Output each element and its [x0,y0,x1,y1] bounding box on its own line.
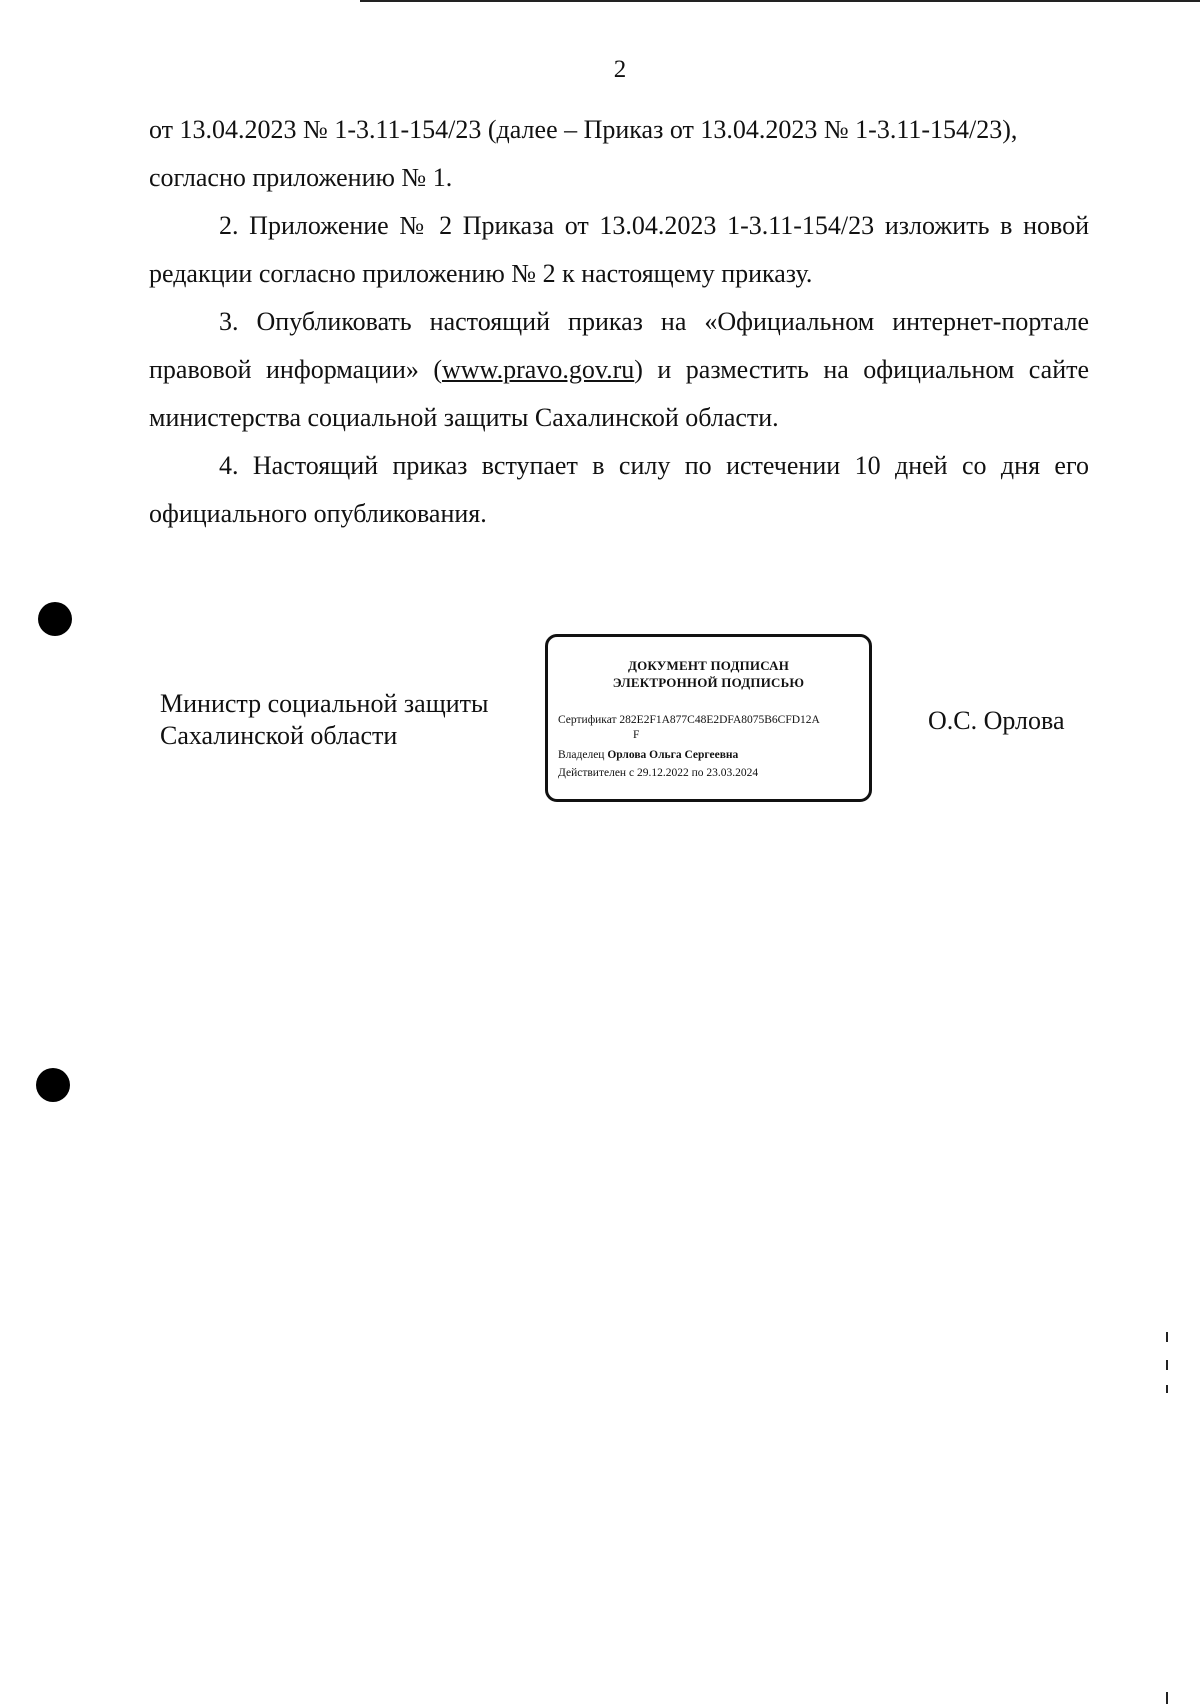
stamp-owner-value: Орлова Ольга Сергеевна [607,749,739,761]
paragraph-3-text-start: 3. Опубликовать настоящий приказ на «Официальном интернет-портале правовой информации» ( [149,307,1089,384]
stamp-heading-line-2: ЭЛЕКТРОННОЙ ПОДПИСЬЮ [612,675,805,690]
stamp-validity: Действителен с 29.12.2022 по 23.03.2024 [558,767,759,779]
paragraph-4: 4. Настоящий приказ вступает в силу по истечении 10 дней со дня его официального опубликования. [149,451,1089,528]
top-edge-rule [360,0,1200,2]
pravo-portal-link[interactable]: www.pravo.gov.ru [441,355,635,384]
stamp-heading [548,657,869,691]
paragraph-1-line-1: от 13.04.2023 № 1-3.11-154/23 (далее – Приказ от 13.04.2023 № 1-3.11-154/23), [149,115,1018,144]
paragraph-1-line-2: согласно приложению № 1. [149,163,453,192]
binder-hole-mark [36,1068,70,1102]
page-number: 2 [613,56,627,83]
scan-artifact-mark [1166,1385,1168,1393]
signer-position [160,688,488,752]
scan-artifact-mark [1166,1360,1168,1370]
paragraph-3 [149,298,1089,442]
stamp-certificate-label: Сертификат [558,714,617,726]
signer-position-line-1: Министр социальной защиты [160,689,489,718]
paragraph-2: 2. Приложение № 2 Приказа от 13.04.2023 1-3.11-154/23 изложить в новой редакции согласно приложению № 2 к настоящему приказу. [149,211,1089,288]
electronic-signature-stamp [545,634,872,802]
signer-position-line-2: Сахалинской области [160,721,398,750]
paragraph-3-text-end: ) и разместить на официальном сайте министерства социальной защиты Сахалинской области. [149,355,1090,432]
stamp-heading-line-1: ДОКУМЕНТ ПОДПИСАН [627,658,790,673]
stamp-owner-label: Владелец [558,749,605,761]
stamp-certificate-value-cont: F [633,729,640,741]
scan-artifact-mark [1166,1692,1168,1704]
signer-name: О.С. Орлова [928,706,1065,735]
document-body [149,106,1089,538]
stamp-certificate-value: 282E2F1A877C48E2DFA8075B6CFD12A [619,714,820,726]
scan-artifact-mark [1166,1332,1168,1342]
binder-hole-mark [38,602,72,636]
stamp-certificate [558,713,820,728]
stamp-owner [558,749,738,761]
